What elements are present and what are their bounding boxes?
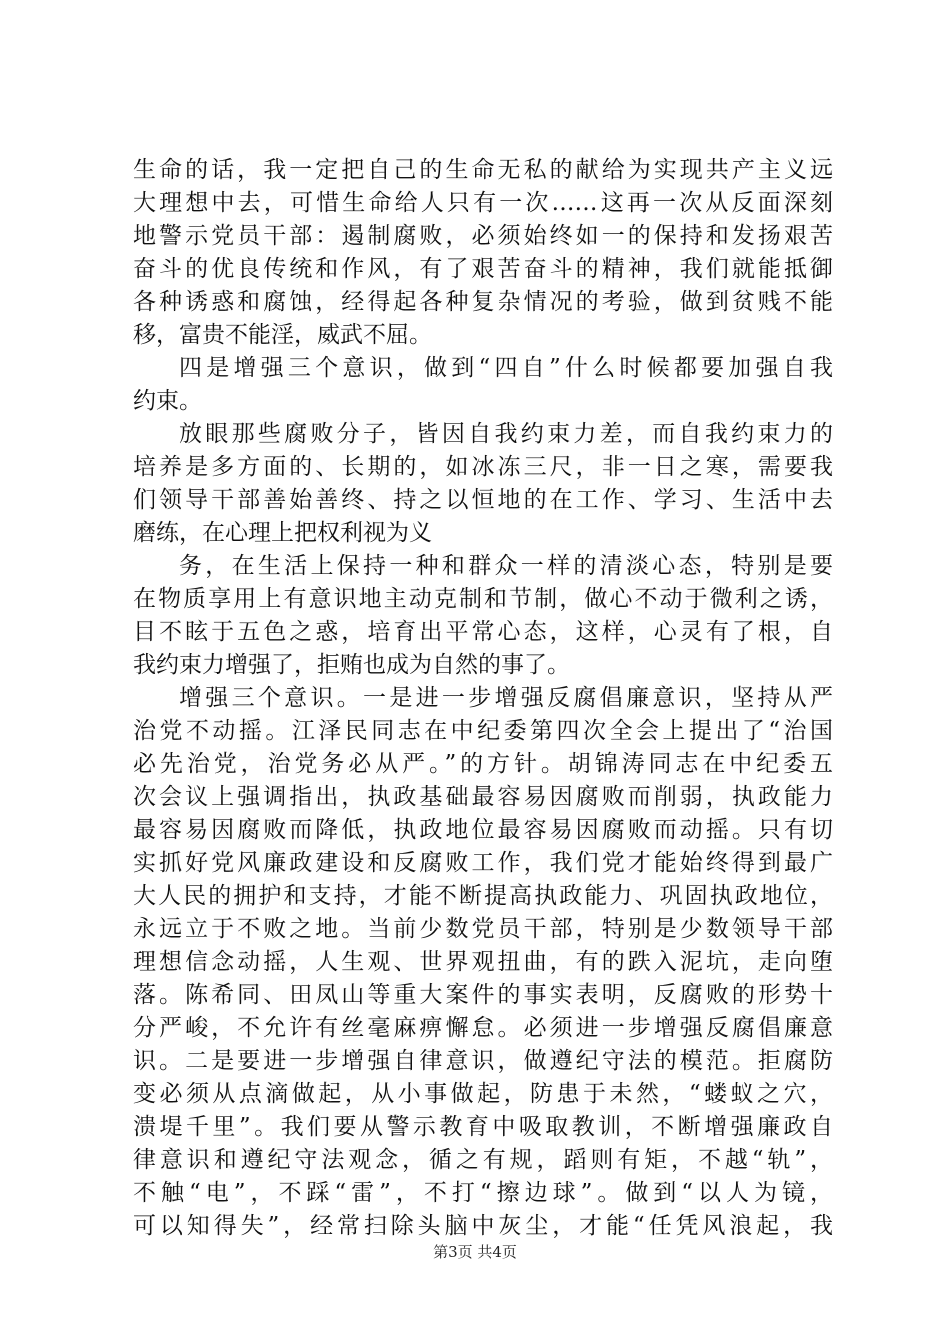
text-line: 移，富贵不能淫，威武不屈。 bbox=[133, 322, 432, 348]
text-line: 务，在生活上保持一种和群众一样的清淡心态，特别是要 bbox=[179, 553, 833, 579]
text-line: 落。陈希同、田凤山等重大案件的事实表明，反腐败的形势十 bbox=[133, 982, 833, 1008]
text-line: 各种诱惑和腐蚀，经得起各种复杂情况的考验，做到贫贱不能 bbox=[133, 289, 833, 315]
text-line: 我约束力增强了，拒贿也成为自然的事了。 bbox=[133, 652, 570, 678]
document-body bbox=[133, 154, 833, 1243]
text-line: 可以知得失”，经常扫除头脑中灰尘，才能“任凭风浪起，我 bbox=[133, 1213, 833, 1239]
text-line: 目不眩于五色之惑，培育出平常心态，这样，心灵有了根，自 bbox=[133, 619, 833, 645]
text-line: 理想信念动摇，人生观、世界观扭曲，有的跌入泥坑，走向堕 bbox=[133, 949, 833, 975]
text-line: 培养是多方面的、长期的，如冰冻三尺，非一日之寒，需要我 bbox=[133, 454, 833, 480]
text-line: 实抓好党风廉政建设和反腐败工作，我们党才能始终得到最广 bbox=[133, 850, 833, 876]
text-line: 永远立于不败之地。当前少数党员干部，特别是少数领导干部 bbox=[133, 916, 833, 942]
text-line: 奋斗的优良传统和作风，有了艰苦奋斗的精神，我们就能抵御 bbox=[133, 256, 833, 282]
text-line: 大理想中去，可惜生命给人只有一次……这再一次从反面深刻 bbox=[133, 190, 833, 216]
text-line: 增强三个意识。一是进一步增强反腐倡廉意识，坚持从严 bbox=[179, 685, 833, 711]
text-line: 们领导干部善始善终、持之以恒地的在工作、学习、生活中去 bbox=[133, 487, 833, 513]
text-line: 约束。 bbox=[133, 388, 202, 414]
text-line: 治党不动摇。江泽民同志在中纪委第四次全会上提出了“治国 bbox=[133, 718, 833, 744]
page-footer: 第3页 共4页 bbox=[433, 1243, 517, 1261]
text-line: 生命的话，我一定把自己的生命无私的献给为实现共产主义远 bbox=[133, 157, 833, 183]
text-line: 放眼那些腐败分子，皆因自我约束力差，而自我约束力的 bbox=[179, 421, 833, 447]
text-line: 分严峻，不允许有丝毫麻痹懈怠。必须进一步增强反腐倡廉意 bbox=[133, 1015, 833, 1041]
text-line: 在物质享用上有意识地主动克制和节制，做心不动于微利之诱， bbox=[133, 586, 833, 612]
text-line: 大人民的拥护和支持，才能不断提高执政能力、巩固执政地位， bbox=[133, 883, 833, 909]
text-line: 磨练，在心理上把权利视为义 bbox=[133, 520, 432, 546]
text-line: 次会议上强调指出，执政基础最容易因腐败而削弱，执政能力 bbox=[133, 784, 833, 810]
text-line: 最容易因腐败而降低，执政地位最容易因腐败而动摇。只有切 bbox=[133, 817, 833, 843]
text-line: 不触“电”，不踩“雷”，不打“擦边球”。做到“以人为镜， bbox=[133, 1180, 833, 1206]
text-line: 律意识和遵纪守法观念，循之有规，蹈则有矩，不越“轨”， bbox=[133, 1147, 833, 1173]
text-line: 四是增强三个意识，做到“四自”什么时候都要加强自我 bbox=[179, 355, 833, 381]
text-line: 地警示党员干部：遏制腐败，必须始终如一的保持和发扬艰苦 bbox=[133, 223, 833, 249]
text-line: 必先治党，治党务必从严。”的方针。胡锦涛同志在中纪委五 bbox=[133, 751, 833, 777]
text-line: 识。二是要进一步增强自律意识，做遵纪守法的模范。拒腐防 bbox=[133, 1048, 833, 1074]
text-line: 溃堤千里”。我们要从警示教育中吸取教训，不断增强廉政自 bbox=[133, 1114, 833, 1140]
text-line: 变必须从点滴做起，从小事做起，防患于未然，“蝼蚁之穴， bbox=[133, 1081, 833, 1107]
